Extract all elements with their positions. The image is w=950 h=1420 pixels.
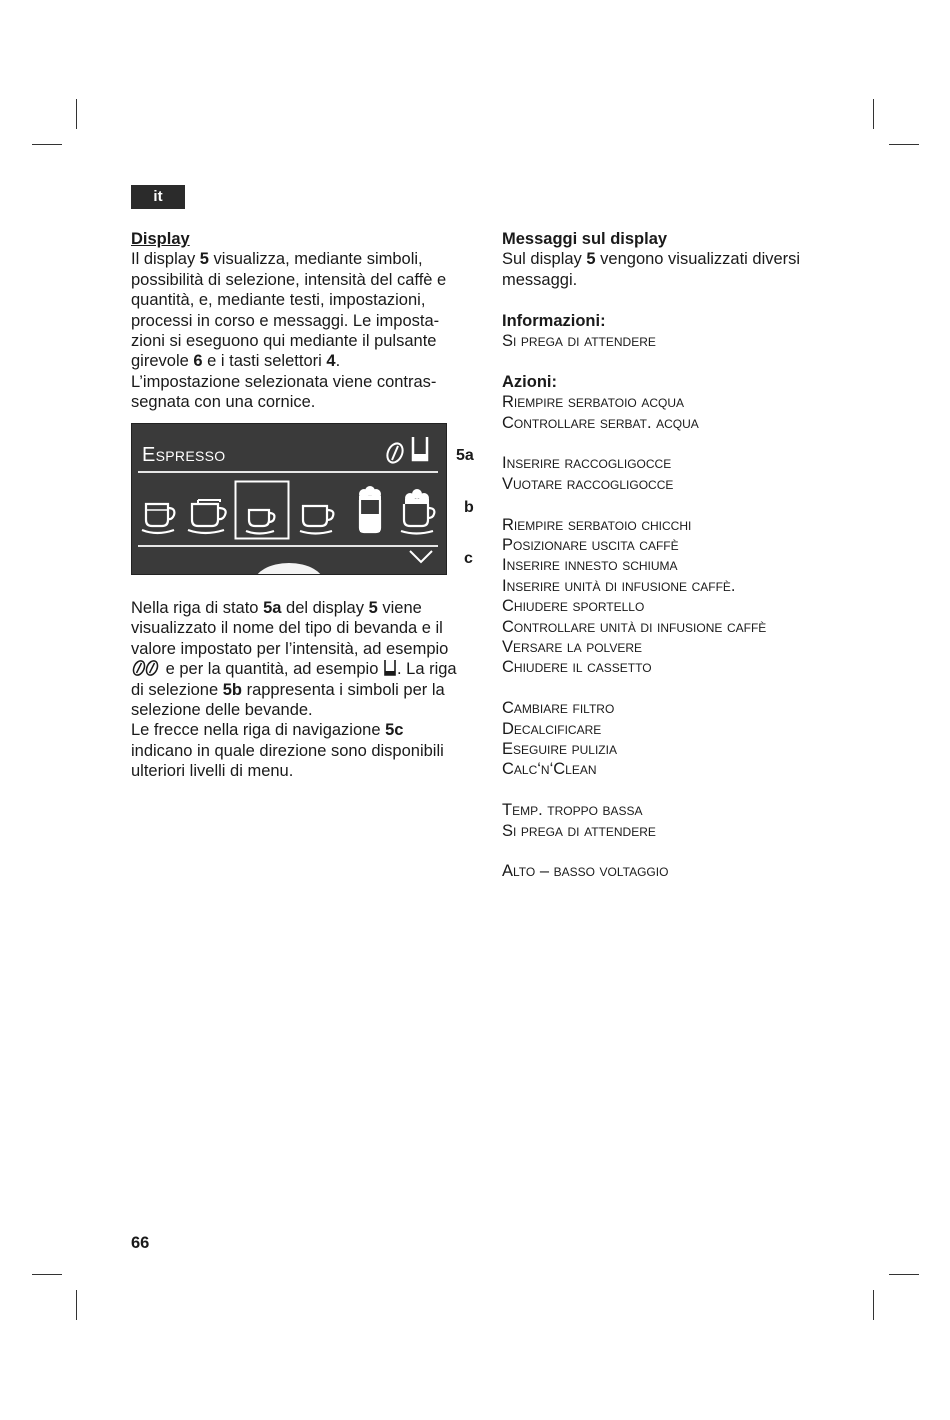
message-item: Si prega di attendere — [502, 332, 656, 351]
message-item: Temp. troppo bassa — [502, 801, 643, 820]
espresso-cup-icon[interactable] — [244, 504, 280, 536]
message-item: Posizionare uscita caffè — [502, 536, 679, 555]
crop-mark — [32, 1274, 62, 1275]
actions-heading: Azioni: — [502, 372, 557, 391]
paragraph-display-intro: Il display 5 visualizza, mediante simboli, possibilità di selezione, intensità del caffè e quantità, e, mediante testi, impostazioni, processi in corso e messaggi. Le imposta-zioni si eseguono qui mediante il pulsante girevole 6 e i tasti selettori 4. — [131, 250, 447, 371]
callout-c: c — [464, 550, 473, 567]
message-item: Chiudere il cassetto — [502, 658, 652, 677]
latte-macchiato-icon[interactable] — [354, 486, 386, 536]
paragraph-selection-frame: L’impostazione selezionata viene contras-segnata con una cornice. — [131, 372, 437, 412]
paragraph-navigation-row: Le frecce nella riga di navigazione 5c indicano in quale direzione sono disponibili ulteriori livelli di menu. — [131, 721, 444, 781]
message-item: Chiudere sportello — [502, 597, 645, 616]
selection-row-separator — [138, 545, 438, 547]
message-item: Cambiare filtro — [502, 699, 615, 718]
cappuccino-icon[interactable] — [398, 488, 440, 536]
status-row-separator — [138, 471, 438, 473]
page-number: 66 — [131, 1234, 150, 1252]
callout-b: b — [464, 499, 474, 516]
right-column — [502, 229, 832, 882]
double-bean-icon — [131, 659, 161, 677]
crop-mark — [76, 99, 77, 129]
crop-mark — [873, 99, 874, 129]
section-heading-display: Display — [131, 230, 190, 248]
small-glass-icon — [383, 659, 397, 677]
message-item: Inserire innesto schiuma — [502, 556, 678, 575]
crop-mark — [889, 144, 919, 145]
message-item: Vuotare raccogligocce — [502, 474, 674, 493]
double-cup-icon[interactable] — [186, 494, 232, 536]
left-column-lower — [131, 598, 467, 782]
callout-5a: 5a — [456, 447, 474, 464]
message-item: Inserire raccogligocce — [502, 454, 672, 473]
crop-mark — [889, 1274, 919, 1275]
left-column — [131, 229, 467, 413]
paragraph-messages-intro: Sul display 5 vengono visualizzati diversi messaggi. — [502, 250, 801, 289]
bean-icon — [384, 440, 406, 466]
display-status-title: Espresso — [142, 444, 226, 466]
crop-mark — [76, 1290, 77, 1320]
coffee-machine-display — [131, 423, 447, 575]
message-item: Alto – basso voltaggio — [502, 862, 669, 881]
message-item: Controllare serbat. acqua — [502, 413, 699, 432]
info-heading: Informazioni: — [502, 311, 606, 330]
message-item: Riempire serbatoio acqua — [502, 393, 685, 412]
message-item: Si prega di attendere — [502, 821, 656, 840]
message-item: Calc‘n‘Clean — [502, 760, 597, 779]
message-item: Inserire unità di infusione caffè. — [502, 576, 736, 595]
small-glass-icon — [408, 434, 432, 466]
coffee-cup-icon[interactable] — [298, 500, 338, 536]
crop-mark — [873, 1290, 874, 1320]
language-tab: it — [131, 185, 185, 209]
message-item: Riempire serbatoio chicchi — [502, 515, 692, 534]
chevron-down-icon[interactable] — [408, 549, 434, 565]
espresso-macchiato-icon[interactable] — [140, 496, 180, 536]
section-heading-messages: Messaggi sul display — [502, 230, 668, 248]
crop-mark — [32, 144, 62, 145]
message-item: Versare la polvere — [502, 638, 642, 657]
message-item: Eseguire pulizia — [502, 740, 617, 759]
message-item: Decalcificare — [502, 719, 602, 738]
paragraph-status-row: Nella riga di stato 5a del display 5 viene visualizzato il nome del tipo di bevanda e il valore impostato per l’intensità, ad esempio e per la quantità, ad esempio . La riga di selezione 5b rappresenta i simboli per la selezione delle bevande. — [131, 599, 457, 720]
message-item: Controllare unità di infusione caffè — [502, 617, 767, 636]
rotary-knob-edge — [254, 563, 324, 575]
